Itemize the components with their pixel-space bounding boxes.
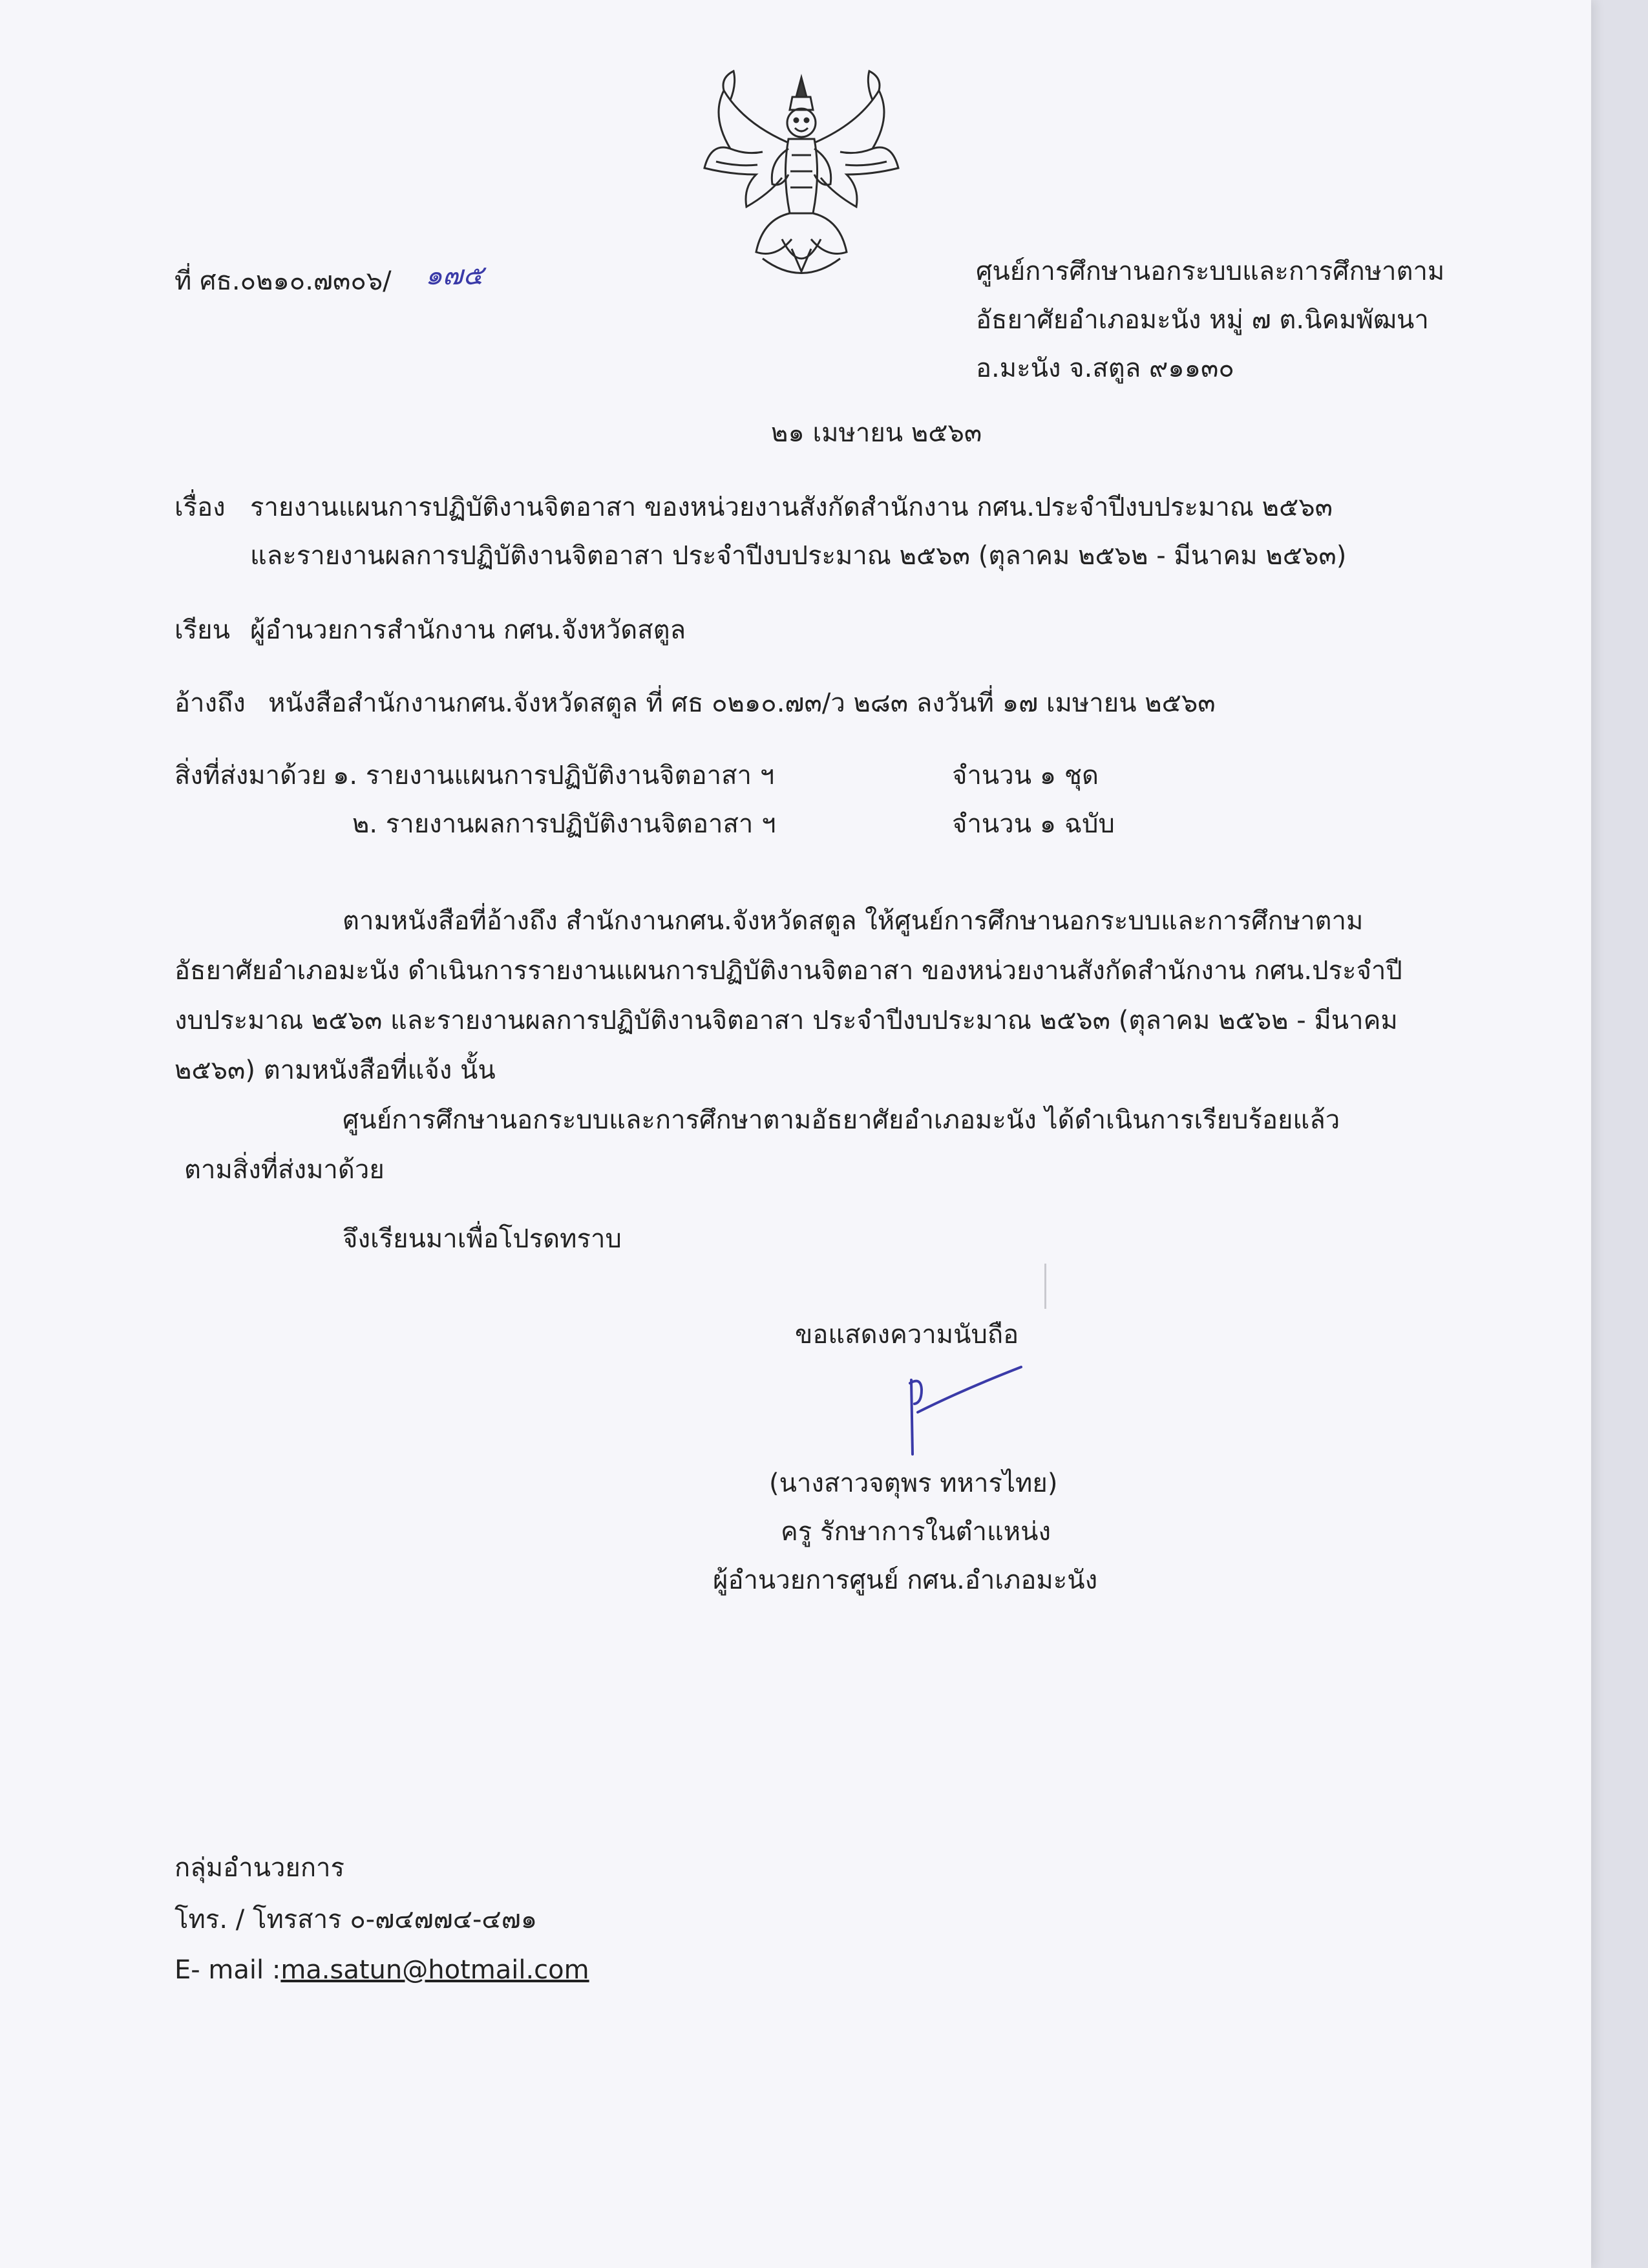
sender-address-line-2: อัธยาศัยอำเภอมะนัง หมู่ ๗ ต.นิคมพัฒนา (976, 305, 1429, 335)
letter-date: ๒๑ เมษายน ๒๕๖๓ (771, 418, 982, 448)
reference-text: หนังสือสำนักงานกศน.จังหวัดสตูล ที่ ศธ ๐๒๑๐.๗๓/ว ๒๘๓ ลงวันที่ ๑๗ เมษายน ๒๕๖๓ (268, 688, 1216, 718)
subject-line-2: และรายงานผลการปฏิบัติงานจิตอาสา ประจำปีงบประมาณ ๒๕๖๓ (ตุลาคม ๒๕๖๒ - มีนาคม ๒๕๖๓) (250, 541, 1347, 571)
to-text: ผู้อำนวยการสำนักงาน กศน.จังหวัดสตูล (250, 615, 686, 645)
to-label: เรียน (174, 615, 230, 645)
closing-salutation: ขอแสดงความนับถือ (795, 1320, 1019, 1350)
enclosure-item-1: ๑. รายงานแผนการปฏิบัติงานจิตอาสา ฯ (333, 761, 775, 790)
closing-request: จึงเรียนมาเพื่อโปรดทราบ (343, 1224, 622, 1254)
body-paragraph-2-line-2: ตามสิ่งที่ส่งมาด้วย (184, 1155, 385, 1185)
scan-mark (1044, 1264, 1046, 1309)
subject-label: เรื่อง (174, 493, 226, 522)
ref-handwritten-number: ๑๗๕ (425, 259, 484, 291)
garuda-emblem-icon (685, 65, 918, 288)
body-paragraph-2-line-1: ศูนย์การศึกษานอกระบบและการศึกษาตามอัธยาศัยอำเภอมะนัง ได้ดำเนินการเรียบร้อยแล้ว (343, 1105, 1340, 1135)
signatory-name: (นางสาวจตุพร ทหารไทย) (769, 1468, 1058, 1498)
body-paragraph-1-line-3: งบประมาณ ๒๕๖๓ และรายงานผลการปฏิบัติงานจิตอาสา ประจำปีงบประมาณ ๒๕๖๓ (ตุลาคม ๒๕๖๒ - มีนาคม (174, 1006, 1398, 1035)
signatory-position-2: ผู้อำนวยการศูนย์ กศน.อำเภอมะนัง (713, 1565, 1098, 1595)
body-paragraph-1-line-1: ตามหนังสือที่อ้างถึง สำนักงานกศน.จังหวัดสตูล ให้ศูนย์การศึกษานอกระบบและการศึกษาตาม (343, 906, 1364, 936)
sender-address-line-3: อ.มะนัง จ.สตูล ๙๑๑๓๐ (976, 354, 1234, 383)
footer-email-link[interactable]: ma.satun@hotmail.com (280, 1955, 589, 1985)
body-paragraph-1-line-4: ๒๕๖๓) ตามหนังสือที่แจ้ง นั้น (174, 1055, 496, 1085)
sender-address-line-1: ศูนย์การศึกษานอกระบบและการศึกษาตาม (976, 257, 1445, 286)
body-paragraph-1-line-2: อัธยาศัยอำเภอมะนัง ดำเนินการรายงานแผนการปฏิบัติงานจิตอาสา ของหน่วยงานสังกัดสำนักงาน กศน.ประจำปี (174, 956, 1402, 986)
footer-email-row (174, 1957, 589, 1983)
signatory-position-1: ครู รักษาการในตำแหน่ง (781, 1517, 1051, 1547)
ref-number: ที่ ศธ.๐๒๑๐.๗๓๐๖/ (174, 266, 392, 296)
handwritten-signature-icon (892, 1364, 1028, 1461)
enclosure-qty-1: จำนวน ๑ ชุด (952, 761, 1099, 790)
footer-email-label: E- mail : (174, 1955, 281, 1985)
enclosure-qty-2: จำนวน ๑ ฉบับ (952, 809, 1115, 839)
footer-department: กลุ่มอำนวยการ (174, 1853, 344, 1883)
subject-line-1: รายงานแผนการปฏิบัติงานจิตอาสา ของหน่วยงานสังกัดสำนักงาน กศน.ประจำปีงบประมาณ ๒๕๖๓ (250, 493, 1333, 522)
enclosures-label: สิ่งที่ส่งมาด้วย (174, 761, 326, 790)
enclosure-item-2: ๒. รายงานผลการปฏิบัติงานจิตอาสา ฯ (352, 809, 776, 839)
reference-label: อ้างถึง (174, 688, 246, 718)
footer-phone: โทร. / โทรสาร ๐-๗๔๗๗๔-๔๗๑ (174, 1905, 538, 1934)
